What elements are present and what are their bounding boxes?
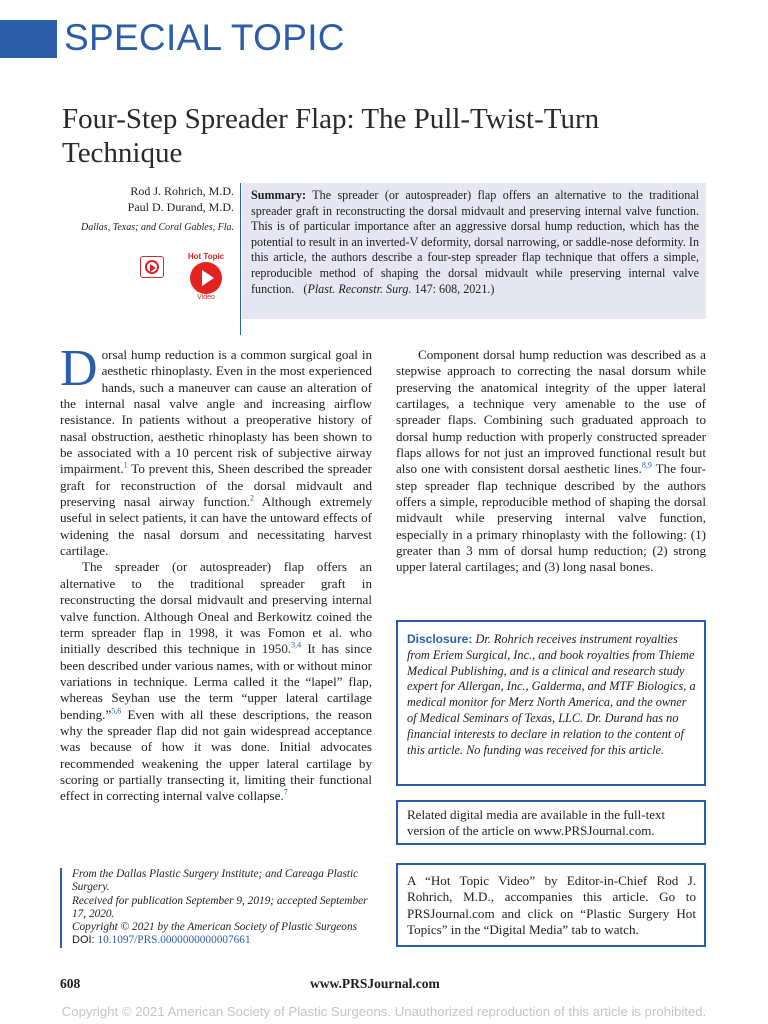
page-number: 608 — [60, 976, 81, 991]
reference-link[interactable]: 7 — [283, 787, 288, 797]
disclosure-box — [396, 620, 706, 786]
summary-text: The spreader (or autospreader) flap offers an alternative to the traditional spreader graft in reconstructing the dorsal midvault and preserving internal valve function. This is of particular importance after an aggressive dorsal hump reduction, which has the potential to result in an inverted-V deformity, dorsal narrowing, or saddle-nose deformity. In this article, the authors describe a four-step spreader flap technique that offers a simple, reproducible method of shaping the dorsal midvault while preserving internal valve function. — [251, 188, 699, 296]
article-footnote — [60, 868, 376, 948]
reference-link[interactable]: 3,4 — [291, 640, 302, 650]
citation-details: 147: 608, 2021.) — [414, 281, 495, 296]
body-column-right — [396, 347, 706, 576]
video-play-icon[interactable] — [140, 256, 164, 278]
disclosure-label: Disclosure: — [407, 632, 473, 646]
body-column-left — [60, 340, 373, 805]
journal-url[interactable]: www.PRSJournal.com — [310, 976, 440, 991]
body-paragraph: Dorsal hump reduction is a common surgical goal in aesthetic rhinoplasty. Even in the most experienced hands, such a maneuver can cause an alteration of the internal nasal valve angle and increasing airflow resistance. In patients without a preoperative history of nasal obstruction, aesthetic rhinoplasty has been shown to be associated with a 10 percent risk of subjective airway impairment.$^1$ To prevent this, Sheen described the spreader graft for reconstruction of the dorsal midvault and preserving nasal airway function.$^2$ Although extremely useful in select patients, it can have the untoward effects of widening the nasal dorsum and necessitating harvest cartilage. — [60, 340, 373, 559]
badge-bottom-label: Video — [197, 294, 215, 301]
play-triangle-icon — [202, 270, 214, 286]
drop-cap: D — [60, 340, 98, 397]
author-name: Rod J. Rohrich, M.D. — [130, 184, 234, 198]
body-paragraph: The spreader (or autospreader) flap offers an alternative to the traditional spreader graft in reconstructing the dorsal midvault and preserving internal valve function. Although Oneal and Berkowitz coined the term spreader flap in 1998, it was Fomon et al. who initially described this technique in 1950.$^{3,4}$ It has since been described under various names, with or without minor variations in technique. Lerma called it the “lapel” flap, whereas Seyhan use the term “upper lateral cartilage bending.”$^{5,6}$ Even with all these descriptions, the reason why the spreader flap did not gain widespread acceptance was because of how it was done. Initial advocates recommended weakening the upper lateral cartilage by scoring or partially transecting it, limiting their functional effect in correcting internal valve collapse.$^7$ — [60, 559, 372, 804]
section-color-bar — [0, 20, 57, 58]
doi-link[interactable]: 10.1097/PRS.0000000000007661 — [97, 934, 251, 947]
summary-divider — [240, 183, 241, 335]
reference-link[interactable]: 5,6 — [111, 706, 122, 716]
footnote-origin: From the Dallas Plastic Surgery Institute; and Careaga Plastic Surgery. — [72, 868, 359, 894]
footnote-copyright: Copyright © 2021 by the American Society of Plastic Surgeons — [72, 921, 357, 934]
author-affiliation: Dallas, Texas; and Coral Gables, Fla. — [81, 222, 234, 233]
body-paragraph: Component dorsal hump reduction was described as a stepwise approach to correcting the nasal dorsum while preserving the anatomical integrity of the upper lateral cartilages, a technique very amenable to the use of spreader flaps. Combining such graduated approach to dorsal hump reduction with properly constructed spreader flaps allows for not just an improved functional result but also one with consistent dorsal aesthetic lines.$^{8,9}$ The four-step spreader flap technique described by the authors offers a simple, reproducible method of shaping the dorsal midvault while preserving internal valve function, especially in a primary rhinoplasty with the following: (1) greater than 3 mm of dorsal hump reduction; (2) strong upper lateral cartilages; and (3) long nasal bones. — [396, 347, 706, 575]
summary-box: Summary: The spreader (or autospreader) flap offers an alternative to the traditional spreader graft in reconstructing the dorsal midvault and preserving internal valve function. This is of particular importance after an aggressive dorsal hump reduction, which has the potential to result in an inverted-V deformity, dorsal narrowing, or saddle-nose deformity. In this article, the authors describe a four-step spreader flap technique that offers a simple, reproducible method of shaping the dorsal midvault while preserving internal valve function. (Plast. Reconstr. Surg. 147: 608, 2021.) — [242, 183, 706, 319]
reference-link[interactable]: 8,9 — [641, 461, 652, 471]
reference-link[interactable]: 1 — [123, 461, 128, 471]
footnote-received: Received for publication September 9, 2019; accepted September 17, 2020. — [72, 894, 368, 920]
doi-label: DOI: — [72, 934, 95, 947]
copyright-watermark: Copyright © 2021 American Society of Plastic Surgeons. Unauthorized reproduction of this article is prohibited. — [61, 1004, 707, 1019]
author-list — [60, 183, 234, 215]
citation-journal: Plast. Reconstr. Surg. — [307, 281, 412, 296]
summary-label: Summary: — [251, 188, 307, 202]
hot-topic-video-note: A “Hot Topic Video” by Editor-in-Chief Rod J. Rohrich, M.D., accompanies this article. Go to PRSJournal.com and click on “Plastic Surgery Hot Topics” in the “Digital Media” tab to watch. — [396, 863, 706, 947]
article-title: Four-Step Spreader Flap: The Pull-Twist-Turn Technique — [62, 103, 600, 169]
section-label: SPECIAL TOPIC — [64, 17, 345, 58]
hot-topic-video-badge[interactable] — [183, 252, 229, 304]
footnote-doi — [72, 934, 376, 947]
reference-link[interactable]: 2 — [250, 493, 255, 503]
badge-top-label: Hot Topic — [187, 252, 225, 261]
disclosure-text: Dr. Rohrich receives instrument royalties from Eriem Surgical, Inc., and book royalties from Thieme Medical Publishing, and is a clinical and research study expert for Allergan, Inc., Galderma, and MTF Biologics, a medical monitor for Merz North America, and the owner of Medical Seminars of Texas, LLC. Dr. Durand has no financial interests to declare in relation to the content of this article. No funding was received for this article. — [407, 632, 696, 757]
author-name: Paul D. Durand, M.D. — [127, 200, 234, 214]
digital-media-note: Related digital media are available in the full-text version of the article on www.PRSJournal.com. — [396, 800, 706, 845]
